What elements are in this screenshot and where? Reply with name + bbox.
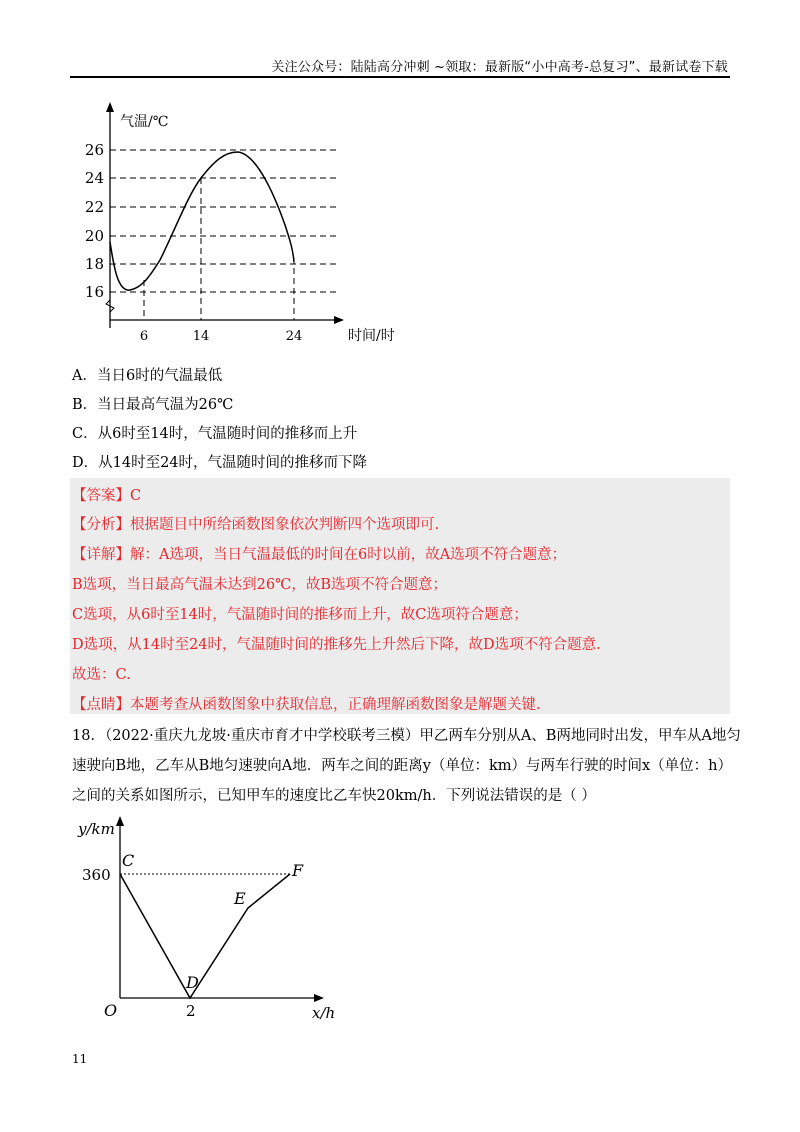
point-label-e: E xyxy=(234,889,246,908)
header-divider xyxy=(70,76,730,78)
y-tick: 20 xyxy=(84,227,104,245)
answer-line: 【答案】C xyxy=(72,488,142,504)
horizontal-gridlines xyxy=(110,150,340,292)
page-number: 11 xyxy=(72,1052,88,1066)
temperature-curve xyxy=(110,152,294,290)
y-tick: 16 xyxy=(84,283,104,301)
point-label-c: C xyxy=(122,851,135,870)
header-text: 关注公众号：陆陆高分冲刺 ~领取：最新版“小中高考-总复习”、最新试卷下载 xyxy=(271,60,728,75)
point-label-f: F xyxy=(292,861,304,880)
option-b: B．当日最高气温为26℃ xyxy=(72,397,234,413)
x-tick-labels xyxy=(140,329,302,344)
option-c: C．从6时至14时，气温随时间的推移而上升 xyxy=(72,426,358,442)
x-tick: 6 xyxy=(139,329,149,344)
comment-line: 【点睛】本题考查从函数图象中获取信息，正确理解函数图象是解题关键. xyxy=(72,697,541,713)
y-axis-arrow xyxy=(106,102,114,112)
temperature-graph xyxy=(80,100,420,350)
x-axis-label: x/h xyxy=(312,1004,336,1022)
y-tick: 26 xyxy=(84,141,104,159)
origin-label: O xyxy=(104,1001,118,1020)
x-axis-arrow xyxy=(334,316,344,324)
y-tick: 22 xyxy=(84,198,104,216)
detail-line: 【详解】解：A选项，当日气温最低的时间在6时以前，故A选项不符合题意； xyxy=(72,547,567,563)
distance-polyline xyxy=(120,874,290,998)
detail-line: C选项，从6时至14时，气温随时间的推移而上升，故C选项符合题意； xyxy=(72,607,528,623)
vertical-guides xyxy=(144,178,294,320)
y-tick: 18 xyxy=(84,255,104,273)
analysis-line: 【分析】根据题目中所给函数图象依次判断四个选项即可. xyxy=(72,517,440,533)
question-18-line: 之间的关系如图所示，已知甲车的速度比乙车快20km/h．下列说法错误的是（ ） xyxy=(72,788,596,804)
option-a: A．当日6时的气温最低 xyxy=(72,368,223,384)
detail-line: D选项，从14时至24时，气温随时间的推移先上升然后下降，故D选项不符合题意. xyxy=(72,637,601,653)
x-axis-label: 时间/时 xyxy=(348,328,395,344)
y-tick-360: 360 xyxy=(82,866,111,884)
y-tick: 24 xyxy=(84,169,104,187)
y-axis-label: y/km xyxy=(78,820,115,838)
y-axis-arrow xyxy=(116,816,124,826)
x-tick-2: 2 xyxy=(186,1002,196,1020)
x-tick: 24 xyxy=(285,329,303,344)
question-18-line: 18．（2022·重庆九龙坡·重庆市育才中学校联考三模）甲乙两车分别从A、B两地同时出发，甲车从A地匀 xyxy=(72,728,741,744)
detail-line: B选项，当日最高气温未达到26℃，故B选项不符合题意； xyxy=(72,577,447,593)
question-18-line: 速驶向B地，乙车从B地匀速驶向A地．两车之间的距离y（单位：km）与两车行驶的时间x（单位：h） xyxy=(72,758,733,774)
y-axis-label: 气温/℃ xyxy=(120,114,169,130)
x-tick: 14 xyxy=(192,329,210,344)
option-d: D．从14时至24时，气温随时间的推移而下降 xyxy=(72,455,368,471)
x-axis-arrow xyxy=(314,994,324,1002)
point-label-d: D xyxy=(186,973,199,992)
detail-line: 故选：C. xyxy=(72,667,131,683)
distance-graph xyxy=(72,812,372,1026)
y-tick-labels xyxy=(85,141,104,301)
